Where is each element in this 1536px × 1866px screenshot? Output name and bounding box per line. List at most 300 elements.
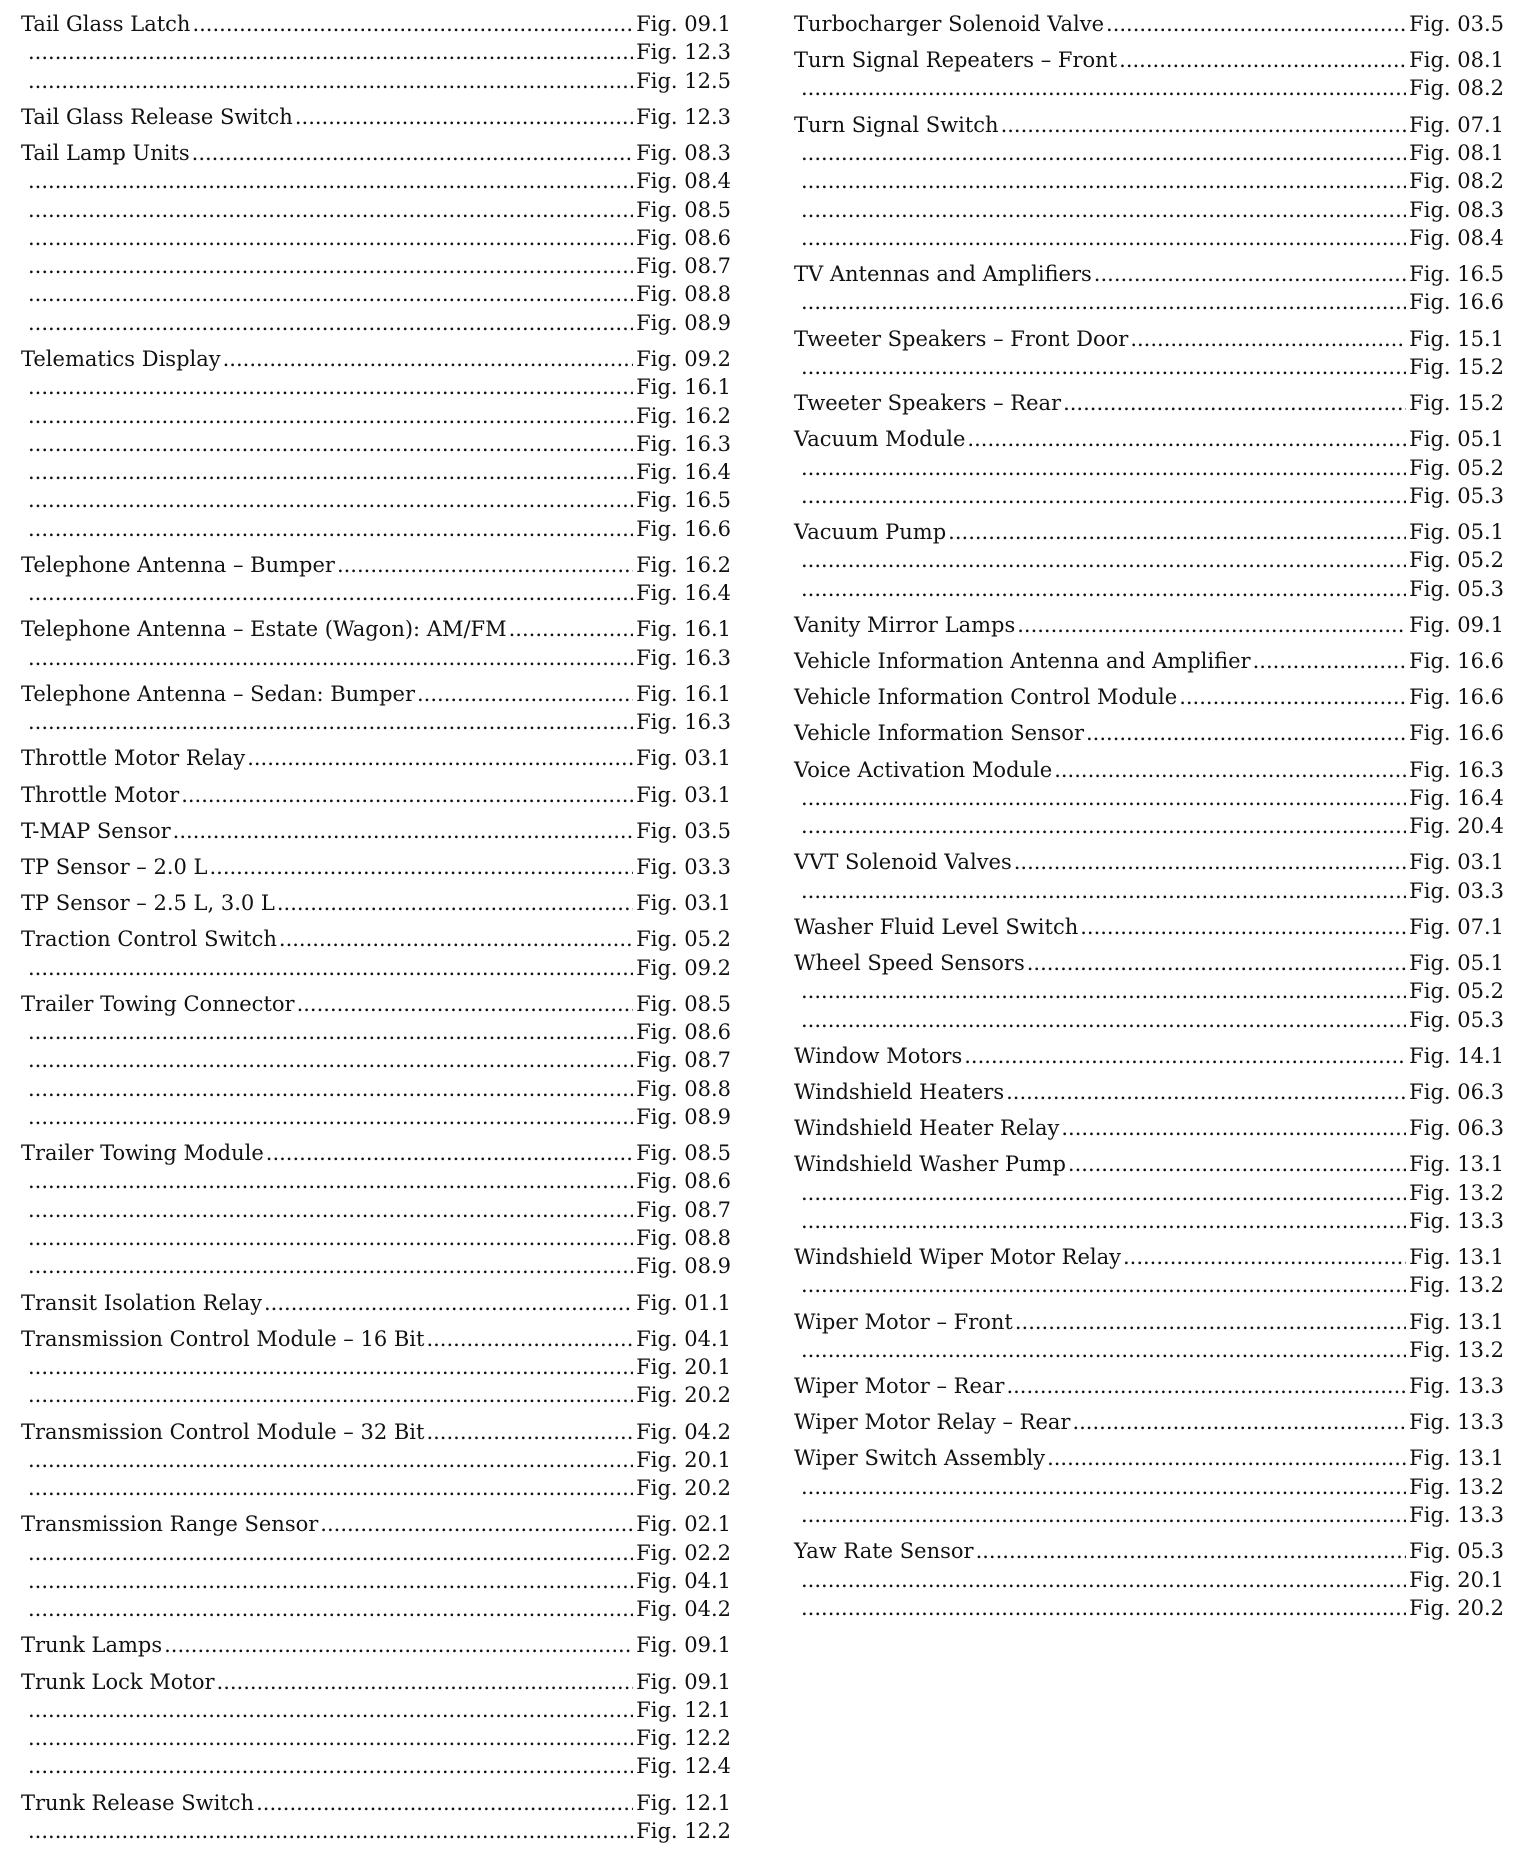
dot-leader xyxy=(801,1473,1406,1501)
index-entry-line xyxy=(794,1150,1504,1178)
index-continuation-line xyxy=(21,1446,731,1474)
figure-reference: Fig. 12.5 xyxy=(636,68,731,93)
index-continuation-line xyxy=(21,1018,731,1046)
component-name: Tail Glass Latch xyxy=(21,12,191,36)
figure-reference: Fig. 08.3 xyxy=(636,140,731,165)
dot-leader xyxy=(1014,848,1406,876)
figure-reference: Fig. 16.6 xyxy=(1409,721,1504,746)
dot-leader xyxy=(976,1537,1407,1565)
component-name: Tail Lamp Units xyxy=(21,140,190,165)
dot-leader xyxy=(28,373,633,401)
figure-reference: Fig. 08.1 xyxy=(1409,140,1504,165)
figure-reference: Fig. 16.3 xyxy=(636,431,731,456)
dot-leader xyxy=(28,954,633,982)
dot-leader xyxy=(417,680,633,708)
index-continuation-line xyxy=(21,309,731,337)
dot-leader xyxy=(28,1224,633,1252)
component-name: Tweeter Speakers – Rear xyxy=(794,391,1062,416)
index-entry xyxy=(21,139,731,337)
component-name: Voice Activation Module xyxy=(794,757,1053,782)
figure-reference: Fig. 08.6 xyxy=(636,225,731,250)
figure-reference: Fig. 04.2 xyxy=(636,1597,731,1622)
index-entry xyxy=(21,103,731,131)
component-name: Windshield Wiper Motor Relay xyxy=(794,1245,1121,1270)
dot-leader xyxy=(209,853,633,881)
component-name: Throttle Motor Relay xyxy=(21,746,246,771)
figure-reference: Fig. 20.1 xyxy=(636,1355,731,1380)
figure-reference: Fig. 09.1 xyxy=(636,12,731,36)
figure-reference: Fig. 08.5 xyxy=(636,197,731,222)
figure-reference: Fig. 07.1 xyxy=(1409,112,1504,137)
index-entry xyxy=(794,1408,1504,1436)
dot-leader xyxy=(509,615,634,643)
figure-reference: Fig. 08.2 xyxy=(1409,76,1504,101)
figure-reference: Fig. 13.1 xyxy=(1409,1446,1504,1471)
dot-leader xyxy=(1063,389,1406,417)
component-name: Throttle Motor xyxy=(21,782,180,807)
dot-leader xyxy=(801,1006,1406,1034)
figure-reference: Fig. 04.1 xyxy=(636,1568,731,1593)
index-entry-line xyxy=(21,1668,731,1696)
index-entry-line xyxy=(794,1114,1504,1142)
figure-reference: Fig. 16.3 xyxy=(636,645,731,670)
component-name: TV Antennas and Amplifiers xyxy=(794,262,1092,287)
index-continuation-line xyxy=(21,1224,731,1252)
index-entry-line xyxy=(794,425,1504,453)
index-continuation-line xyxy=(794,139,1504,167)
dot-leader xyxy=(28,38,633,66)
figure-reference: Fig. 12.2 xyxy=(636,1818,731,1843)
dot-leader xyxy=(28,1252,633,1280)
index-entry-line xyxy=(21,1789,731,1817)
index-entry-line xyxy=(794,611,1504,639)
dot-leader xyxy=(28,1381,633,1409)
dot-leader xyxy=(1080,913,1406,941)
figure-reference: Fig. 20.4 xyxy=(1409,814,1504,839)
figure-reference: Fig. 08.6 xyxy=(636,1169,731,1194)
index-entry-line xyxy=(21,551,731,579)
dot-leader xyxy=(1119,46,1406,74)
dot-leader xyxy=(164,1631,633,1659)
dot-leader xyxy=(801,546,1406,574)
index-entry-line xyxy=(21,1289,731,1317)
figure-reference: Fig. 08.7 xyxy=(636,254,731,279)
component-name: Vacuum Pump xyxy=(794,519,947,544)
dot-leader xyxy=(801,224,1406,252)
index-entry xyxy=(794,325,1504,382)
dot-leader xyxy=(1130,325,1406,353)
index-continuation-line xyxy=(794,167,1504,195)
index-entry-line xyxy=(794,756,1504,784)
figure-reference: Fig. 16.2 xyxy=(636,403,731,428)
index-continuation-line xyxy=(21,402,731,430)
index-entry-line xyxy=(794,683,1504,711)
index-continuation-line xyxy=(21,1474,731,1502)
figure-reference: Fig. 02.2 xyxy=(636,1540,731,1565)
dot-leader xyxy=(801,1207,1406,1235)
dot-leader xyxy=(1015,1308,1406,1336)
dot-leader xyxy=(1068,1150,1406,1178)
index-continuation-line xyxy=(21,1696,731,1724)
index-continuation-line xyxy=(21,1196,731,1224)
figure-reference: Fig. 13.3 xyxy=(1409,1374,1504,1399)
index-continuation-line xyxy=(21,708,731,736)
dot-leader xyxy=(192,10,633,38)
index-entry xyxy=(21,1510,731,1623)
index-continuation-line xyxy=(21,1252,731,1280)
dot-leader xyxy=(964,1042,1406,1070)
dot-leader xyxy=(28,1353,633,1381)
index-entry xyxy=(21,817,731,845)
index-continuation-line xyxy=(794,482,1504,510)
dot-leader xyxy=(295,103,633,131)
index-entry xyxy=(794,1042,1504,1070)
index-entry xyxy=(794,111,1504,252)
index-continuation-line xyxy=(21,430,731,458)
dot-leader xyxy=(337,551,633,579)
index-continuation-line xyxy=(21,1539,731,1567)
index-entry xyxy=(21,781,731,809)
dot-leader xyxy=(1179,683,1406,711)
dot-leader xyxy=(801,353,1406,381)
index-continuation-line xyxy=(21,1595,731,1623)
component-name: Yaw Rate Sensor xyxy=(794,1539,974,1564)
component-name: Wiper Motor Relay – Rear xyxy=(794,1410,1071,1435)
index-continuation-line xyxy=(794,1336,1504,1364)
index-entry-line xyxy=(21,889,731,917)
dot-leader xyxy=(28,1696,633,1724)
index-entry-line xyxy=(794,325,1504,353)
figure-reference: Fig. 05.3 xyxy=(1409,483,1504,508)
index-continuation-line xyxy=(794,1473,1504,1501)
dot-leader xyxy=(426,1418,633,1446)
index-continuation-line xyxy=(21,1381,731,1409)
index-entry-line xyxy=(794,10,1504,38)
dot-leader xyxy=(967,425,1406,453)
figure-reference: Fig. 09.2 xyxy=(636,955,731,980)
figure-reference: Fig. 08.5 xyxy=(636,991,731,1016)
index-entry-line xyxy=(794,719,1504,747)
index-continuation-line xyxy=(794,1594,1504,1622)
component-name: Telematics Display xyxy=(21,346,221,371)
figure-reference: Fig. 08.7 xyxy=(636,1197,731,1222)
component-name: Wiper Motor – Front xyxy=(794,1309,1013,1334)
index-entry-line xyxy=(794,111,1504,139)
dot-leader xyxy=(801,1594,1406,1622)
figure-reference: Fig. 16.4 xyxy=(636,581,731,606)
figure-reference: Fig. 13.2 xyxy=(1409,1273,1504,1298)
index-continuation-line xyxy=(21,1752,731,1780)
dot-leader xyxy=(1106,10,1406,38)
figure-reference: Fig. 16.6 xyxy=(1409,648,1504,673)
index-continuation-line xyxy=(794,546,1504,574)
figure-reference: Fig. 16.3 xyxy=(636,710,731,735)
index-continuation-line xyxy=(21,252,731,280)
dot-leader xyxy=(1006,1078,1406,1106)
index-entry xyxy=(21,1289,731,1317)
figure-reference: Fig. 13.2 xyxy=(1409,1474,1504,1499)
dot-leader xyxy=(28,1075,633,1103)
dot-leader xyxy=(801,1566,1406,1594)
figure-reference: Fig. 08.8 xyxy=(636,282,731,307)
figure-reference: Fig. 16.1 xyxy=(636,617,731,642)
component-name: Trailer Towing Connector xyxy=(21,991,295,1016)
dot-leader xyxy=(28,1046,633,1074)
index-entry-line xyxy=(794,1372,1504,1400)
figure-reference: Fig. 16.1 xyxy=(636,375,731,400)
figure-reference: Fig. 05.1 xyxy=(1409,427,1504,452)
index-continuation-line xyxy=(794,812,1504,840)
index-entry-line xyxy=(21,1418,731,1446)
index-continuation-line xyxy=(21,1724,731,1752)
index-entry-line xyxy=(794,1537,1504,1565)
index-entry-line xyxy=(794,848,1504,876)
figure-reference: Fig. 16.6 xyxy=(1409,685,1504,710)
dot-leader xyxy=(28,309,633,337)
component-name: Transmission Range Sensor xyxy=(21,1512,319,1537)
dot-leader xyxy=(801,482,1406,510)
figure-reference: Fig. 20.1 xyxy=(1409,1567,1504,1592)
figure-reference: Fig. 08.9 xyxy=(636,1104,731,1129)
figure-reference: Fig. 06.3 xyxy=(1409,1079,1504,1104)
index-entry xyxy=(794,389,1504,417)
index-continuation-line xyxy=(794,454,1504,482)
figure-reference: Fig. 16.4 xyxy=(636,460,731,485)
dot-leader xyxy=(801,74,1406,102)
index-entry-line xyxy=(21,744,731,772)
dot-leader xyxy=(801,139,1406,167)
figure-reference: Fig. 05.3 xyxy=(1409,576,1504,601)
index-entry xyxy=(21,615,731,672)
index-entry xyxy=(794,260,1504,317)
component-name: Windshield Heaters xyxy=(794,1079,1005,1104)
figure-reference: Fig. 03.1 xyxy=(636,891,731,916)
index-entry-line xyxy=(21,1510,731,1538)
figure-reference: Fig. 03.1 xyxy=(636,746,731,771)
dot-leader xyxy=(28,1474,633,1502)
dot-leader xyxy=(28,1196,633,1224)
index-continuation-line xyxy=(794,1271,1504,1299)
index-continuation-line xyxy=(794,224,1504,252)
index-entry xyxy=(794,518,1504,603)
component-name: Vacuum Module xyxy=(794,427,966,452)
index-entry-line xyxy=(21,680,731,708)
dot-leader xyxy=(801,167,1406,195)
component-name: VVT Solenoid Valves xyxy=(794,850,1012,875)
dot-leader xyxy=(801,812,1406,840)
dot-leader xyxy=(801,1271,1406,1299)
dot-leader xyxy=(426,1325,633,1353)
component-name: TP Sensor – 2.0 L xyxy=(21,854,208,879)
figure-reference: Fig. 02.1 xyxy=(636,1512,731,1537)
index-entry-line xyxy=(21,1631,731,1659)
index-continuation-line xyxy=(21,67,731,95)
figure-reference: Fig. 15.1 xyxy=(1409,326,1504,351)
index-entry xyxy=(794,1114,1504,1142)
index-continuation-line xyxy=(794,1566,1504,1594)
index-entry-line xyxy=(21,1325,731,1353)
index-entry-line xyxy=(21,615,731,643)
figure-reference: Fig. 08.7 xyxy=(636,1048,731,1073)
component-name: TP Sensor – 2.5 L, 3.0 L xyxy=(21,891,275,916)
figure-reference: Fig. 08.4 xyxy=(636,169,731,194)
component-name: Windshield Heater Relay xyxy=(794,1116,1060,1141)
index-continuation-line xyxy=(21,1353,731,1381)
index-continuation-line xyxy=(21,1567,731,1595)
index-entry xyxy=(21,744,731,772)
figure-reference: Fig. 13.2 xyxy=(1409,1180,1504,1205)
figure-reference: Fig. 03.3 xyxy=(636,854,731,879)
index-entry xyxy=(794,848,1504,905)
figure-reference: Fig. 05.2 xyxy=(1409,548,1504,573)
figure-reference: Fig. 03.1 xyxy=(1409,850,1504,875)
index-continuation-line xyxy=(794,288,1504,316)
dot-leader xyxy=(801,454,1406,482)
index-entry xyxy=(21,1668,731,1781)
figure-reference: Fig. 08.3 xyxy=(1409,197,1504,222)
figure-reference: Fig. 20.2 xyxy=(636,1383,731,1408)
figure-reference: Fig. 16.6 xyxy=(636,516,731,541)
index-entry xyxy=(794,1444,1504,1529)
index-continuation-line xyxy=(21,579,731,607)
index-entry-line xyxy=(21,103,731,131)
figure-reference: Fig. 08.2 xyxy=(1409,169,1504,194)
component-name: Washer Fluid Level Switch xyxy=(794,914,1079,939)
figure-reference: Fig. 13.1 xyxy=(1409,1245,1504,1270)
dot-leader xyxy=(28,458,633,486)
figure-reference: Fig. 08.5 xyxy=(636,1141,731,1166)
index-entry xyxy=(21,10,731,95)
dot-leader xyxy=(28,430,633,458)
dot-leader xyxy=(1123,1243,1406,1271)
index-entry xyxy=(794,683,1504,711)
dot-leader xyxy=(28,67,633,95)
figure-reference: Fig. 15.2 xyxy=(1409,354,1504,379)
component-name: Vehicle Information Sensor xyxy=(794,721,1084,746)
index-entry xyxy=(21,889,731,917)
index-continuation-line xyxy=(21,1075,731,1103)
index-entry xyxy=(794,611,1504,639)
index-entry xyxy=(794,1243,1504,1300)
component-name: Traction Control Switch xyxy=(21,927,277,952)
component-name: Trunk Lock Motor xyxy=(21,1669,215,1694)
index-entry-line xyxy=(21,1139,731,1167)
index-entry xyxy=(794,913,1504,941)
index-entry-line xyxy=(794,518,1504,546)
figure-reference: Fig. 12.3 xyxy=(636,104,731,129)
figure-reference: Fig. 05.1 xyxy=(1409,519,1504,544)
figure-reference: Fig. 16.6 xyxy=(1409,290,1504,315)
figure-reference: Fig. 16.4 xyxy=(1409,785,1504,810)
dot-leader xyxy=(192,139,634,167)
index-continuation-line xyxy=(794,1006,1504,1034)
dot-leader xyxy=(801,288,1406,316)
figure-reference: Fig. 04.1 xyxy=(636,1326,731,1351)
index-continuation-line xyxy=(794,575,1504,603)
index-continuation-line xyxy=(21,1817,731,1845)
dot-leader xyxy=(1054,756,1406,784)
dot-leader xyxy=(28,1724,633,1752)
index-entry-line xyxy=(21,10,731,38)
figure-reference: Fig. 09.2 xyxy=(636,346,731,371)
dot-leader xyxy=(223,345,634,373)
component-name: Vehicle Information Antenna and Amplifier xyxy=(794,648,1251,673)
figure-reference: Fig. 13.2 xyxy=(1409,1337,1504,1362)
component-name: Wiper Switch Assembly xyxy=(794,1446,1046,1471)
index-entry xyxy=(21,680,731,737)
dot-leader xyxy=(28,1446,633,1474)
component-name: Trailer Towing Module xyxy=(21,1141,264,1166)
dot-leader xyxy=(948,518,1406,546)
component-name: Windshield Washer Pump xyxy=(794,1152,1066,1177)
index-entry xyxy=(21,1789,731,1846)
dot-leader xyxy=(217,1668,634,1696)
dot-leader xyxy=(28,708,633,736)
index-entry-line xyxy=(794,46,1504,74)
index-entry xyxy=(794,647,1504,675)
index-continuation-line xyxy=(794,877,1504,905)
index-entry-line xyxy=(794,1243,1504,1271)
figure-reference: Fig. 12.4 xyxy=(636,1754,731,1779)
index-continuation-line xyxy=(794,353,1504,381)
index-entry-line xyxy=(21,139,731,167)
component-name: Tweeter Speakers – Front Door xyxy=(794,326,1129,351)
dot-leader xyxy=(28,515,633,543)
figure-reference: Fig. 16.2 xyxy=(636,552,731,577)
index-continuation-line xyxy=(21,1046,731,1074)
dot-leader xyxy=(28,1752,633,1780)
index-entry-line xyxy=(794,913,1504,941)
figure-reference: Fig. 05.2 xyxy=(636,927,731,952)
figure-reference: Fig. 01.1 xyxy=(636,1290,731,1315)
component-name: Trunk Lamps xyxy=(21,1633,163,1658)
index-continuation-line xyxy=(21,224,731,252)
index-continuation-line xyxy=(794,74,1504,102)
component-name: Vanity Mirror Lamps xyxy=(794,612,1016,637)
dot-leader xyxy=(1006,1372,1406,1400)
index-entry-line xyxy=(21,925,731,953)
figure-reference: Fig. 13.3 xyxy=(1409,1208,1504,1233)
dot-leader xyxy=(28,196,633,224)
figure-reference: Fig. 05.2 xyxy=(1409,455,1504,480)
figure-reference: Fig. 08.8 xyxy=(636,1076,731,1101)
figure-reference: Fig. 14.1 xyxy=(1409,1043,1504,1068)
figure-reference: Fig. 20.1 xyxy=(636,1447,731,1472)
index-continuation-line xyxy=(794,1501,1504,1529)
index-column-right xyxy=(794,10,1504,1630)
figure-reference: Fig. 08.4 xyxy=(1409,225,1504,250)
dot-leader xyxy=(28,402,633,430)
dot-leader xyxy=(173,817,633,845)
dot-leader xyxy=(28,644,633,672)
index-entry xyxy=(794,756,1504,841)
figure-reference: Fig. 08.9 xyxy=(636,1254,731,1279)
figure-reference: Fig. 13.1 xyxy=(1409,1309,1504,1334)
figure-reference: Fig. 09.1 xyxy=(636,1669,731,1694)
dot-leader xyxy=(320,1510,633,1538)
dot-leader xyxy=(28,1103,633,1131)
index-entry-line xyxy=(794,389,1504,417)
index-entry-line xyxy=(794,1444,1504,1472)
figure-reference: Fig. 16.5 xyxy=(1409,262,1504,287)
component-name: Telephone Antenna – Estate (Wagon): AM/FM xyxy=(21,617,507,642)
dot-leader xyxy=(801,575,1406,603)
figure-reference: Fig. 13.1 xyxy=(1409,1152,1504,1177)
dot-leader xyxy=(801,784,1406,812)
component-name: Vehicle Information Control Module xyxy=(794,685,1178,710)
dot-leader xyxy=(801,977,1406,1005)
dot-leader xyxy=(279,925,633,953)
